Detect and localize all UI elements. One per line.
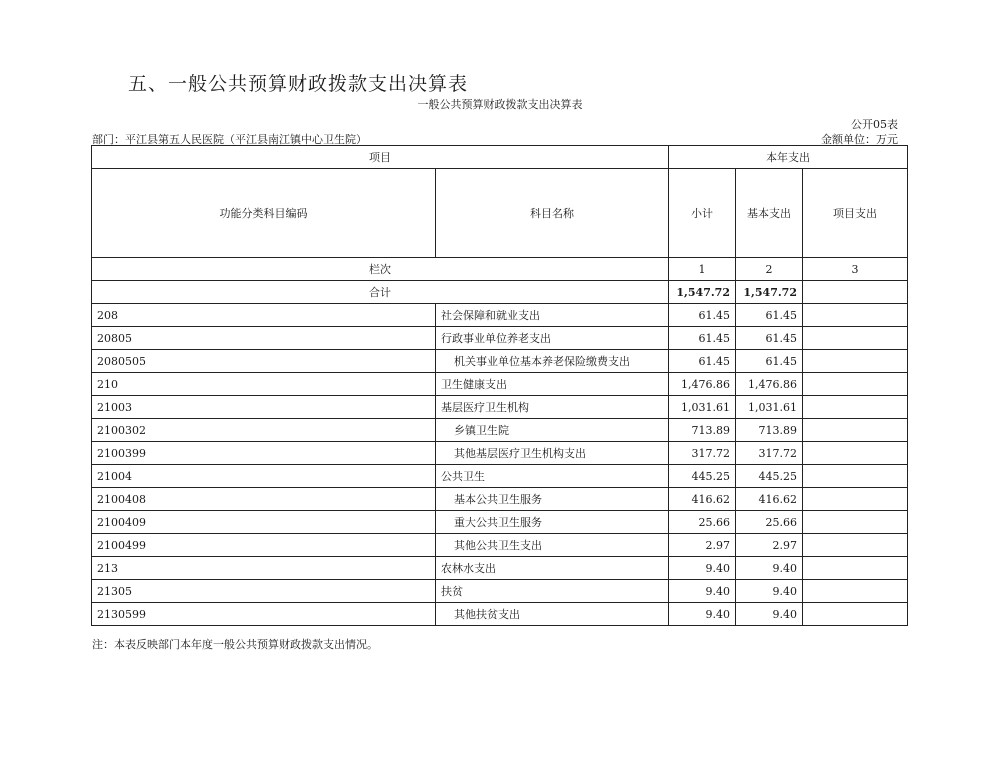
row-name: 重大公共卫生服务 — [436, 511, 669, 534]
row-name: 农林水支出 — [436, 557, 669, 580]
table-row — [92, 327, 908, 350]
row-project — [803, 304, 908, 327]
row-code: 20805 — [92, 327, 436, 350]
table-row — [92, 580, 908, 603]
row-code: 2080505 — [92, 350, 436, 373]
row-name: 基本公共卫生服务 — [436, 488, 669, 511]
row-name: 卫生健康支出 — [436, 373, 669, 396]
row-project — [803, 373, 908, 396]
row-basic: 713.89 — [736, 419, 803, 442]
row-project — [803, 465, 908, 488]
header-current-year: 本年支出 — [669, 146, 908, 169]
row-basic: 61.45 — [736, 327, 803, 350]
table-row — [92, 350, 908, 373]
row-basic: 25.66 — [736, 511, 803, 534]
row-name: 乡镇卫生院 — [436, 419, 669, 442]
row-code: 21305 — [92, 580, 436, 603]
row-basic: 1,031.61 — [736, 396, 803, 419]
row-name: 基层医疗卫生机构 — [436, 396, 669, 419]
row-subtotal: 1,476.86 — [669, 373, 736, 396]
row-name: 其他基层医疗卫生机构支出 — [436, 442, 669, 465]
row-subtotal: 61.45 — [669, 350, 736, 373]
row-subtotal: 445.25 — [669, 465, 736, 488]
row-project — [803, 396, 908, 419]
row-project — [803, 557, 908, 580]
table-row — [92, 534, 908, 557]
row-subtotal: 1,031.61 — [669, 396, 736, 419]
row-subtotal: 61.45 — [669, 327, 736, 350]
footnote: 注：本表反映部门本年度一般公共预算财政拨款支出情况。 — [92, 638, 378, 651]
row-basic: 9.40 — [736, 603, 803, 626]
row-code: 2100499 — [92, 534, 436, 557]
row-name: 社会保障和就业支出 — [436, 304, 669, 327]
row-project — [803, 511, 908, 534]
table-row — [92, 465, 908, 488]
row-basic: 2.97 — [736, 534, 803, 557]
row-basic: 61.45 — [736, 304, 803, 327]
row-code: 213 — [92, 557, 436, 580]
row-project — [803, 603, 908, 626]
header-subtotal: 小计 — [669, 169, 736, 258]
header-basic: 基本支出 — [736, 169, 803, 258]
column-index-label: 栏次 — [92, 258, 669, 281]
row-code: 208 — [92, 304, 436, 327]
row-name: 机关事业单位基本养老保险缴费支出 — [436, 350, 669, 373]
page-heading: 五、一般公共预算财政拨款支出决算表 — [128, 73, 469, 95]
row-subtotal: 61.45 — [669, 304, 736, 327]
row-name: 扶贫 — [436, 580, 669, 603]
table-title: 一般公共预算财政拨款支出决算表 — [417, 98, 583, 111]
row-basic: 61.45 — [736, 350, 803, 373]
row-subtotal: 9.40 — [669, 557, 736, 580]
row-project — [803, 580, 908, 603]
row-basic: 317.72 — [736, 442, 803, 465]
row-code: 2100302 — [92, 419, 436, 442]
table-row — [92, 442, 908, 465]
table-row — [92, 603, 908, 626]
row-name: 其他扶贫支出 — [436, 603, 669, 626]
column-index-1: 1 — [669, 258, 736, 281]
row-code: 2130599 — [92, 603, 436, 626]
row-name: 其他公共卫生支出 — [436, 534, 669, 557]
table-row — [92, 488, 908, 511]
row-basic: 445.25 — [736, 465, 803, 488]
header-name: 科目名称 — [436, 169, 669, 258]
expenditure-table — [91, 145, 908, 626]
row-basic: 416.62 — [736, 488, 803, 511]
total-subtotal: 1,547.72 — [669, 281, 736, 304]
row-project — [803, 442, 908, 465]
header-row-1 — [92, 146, 908, 169]
row-subtotal: 9.40 — [669, 603, 736, 626]
row-name: 行政事业单位养老支出 — [436, 327, 669, 350]
row-code: 21003 — [92, 396, 436, 419]
row-code: 2100408 — [92, 488, 436, 511]
table-row — [92, 557, 908, 580]
row-project — [803, 419, 908, 442]
row-code: 21004 — [92, 465, 436, 488]
row-code: 2100399 — [92, 442, 436, 465]
column-index-3: 3 — [803, 258, 908, 281]
total-row — [92, 281, 908, 304]
column-index-row — [92, 258, 908, 281]
table-row — [92, 511, 908, 534]
table-row — [92, 304, 908, 327]
header-code: 功能分类科目编码 — [92, 169, 436, 258]
row-basic: 9.40 — [736, 557, 803, 580]
row-basic: 1,476.86 — [736, 373, 803, 396]
row-project — [803, 350, 908, 373]
row-project — [803, 534, 908, 557]
total-label: 合计 — [92, 281, 669, 304]
row-subtotal: 416.62 — [669, 488, 736, 511]
total-project — [803, 281, 908, 304]
row-subtotal: 9.40 — [669, 580, 736, 603]
row-subtotal: 317.72 — [669, 442, 736, 465]
row-basic: 9.40 — [736, 580, 803, 603]
total-basic: 1,547.72 — [736, 281, 803, 304]
row-project — [803, 327, 908, 350]
department-label: 部门：平江县第五人民医院（平江县南江镇中心卫生院） — [92, 133, 367, 146]
form-number: 公开05表 — [851, 118, 898, 131]
row-name: 公共卫生 — [436, 465, 669, 488]
header-item: 项目 — [92, 146, 669, 169]
table-row — [92, 396, 908, 419]
row-code: 2100409 — [92, 511, 436, 534]
row-subtotal: 713.89 — [669, 419, 736, 442]
row-subtotal: 25.66 — [669, 511, 736, 534]
header-row-2 — [92, 169, 908, 258]
column-index-2: 2 — [736, 258, 803, 281]
header-project: 项目支出 — [803, 169, 908, 258]
row-project — [803, 488, 908, 511]
row-subtotal: 2.97 — [669, 534, 736, 557]
row-code: 210 — [92, 373, 436, 396]
amount-unit-label: 金额单位：万元 — [821, 133, 898, 146]
table-row — [92, 419, 908, 442]
table-row — [92, 373, 908, 396]
